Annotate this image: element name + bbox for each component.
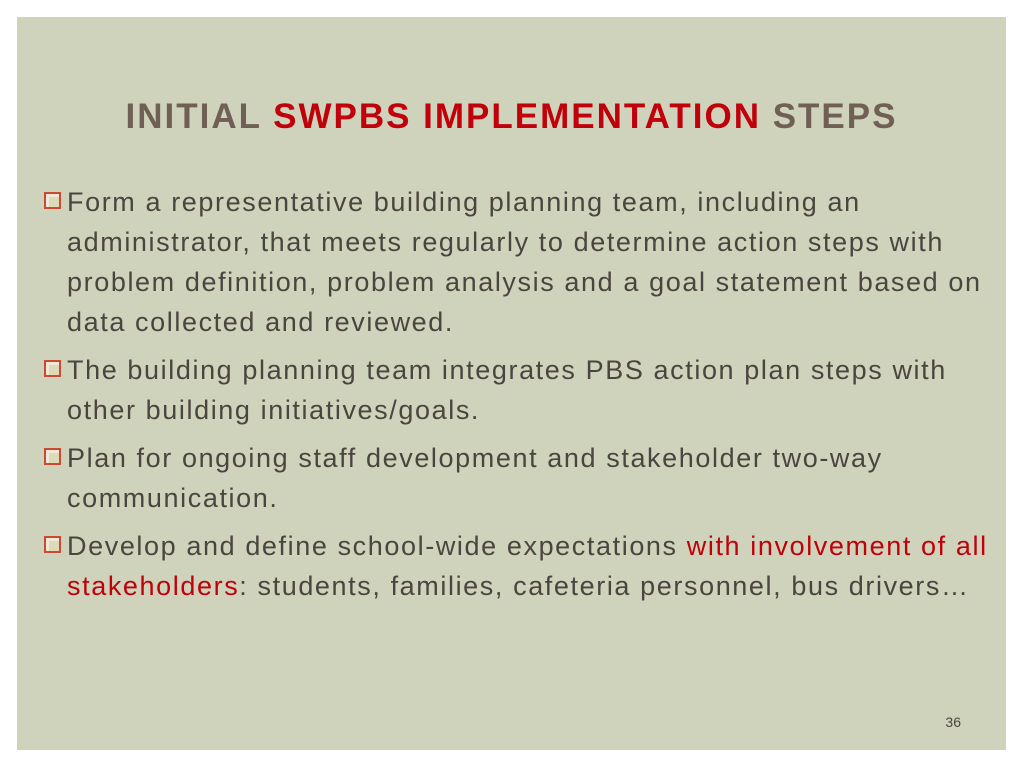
bullet-text: Form a representative building planning team, including an administrator, that meets regularly to determine action steps with problem definition, problem analysis and a goal statement based on data collected and reviewed. bbox=[67, 187, 982, 337]
page-number: 36 bbox=[945, 714, 961, 730]
bullet-text: The building planning team integrates PBS action plan steps with other building initiatives/goals. bbox=[67, 355, 947, 425]
slide-title bbox=[17, 95, 1006, 139]
bullet-item bbox=[44, 350, 994, 430]
checkbox-square-icon bbox=[44, 448, 61, 465]
title-prefix: INITIAL bbox=[125, 97, 274, 136]
title-highlight: SWPBS IMPLEMENTATION bbox=[273, 97, 761, 136]
bullet-emphasis: with involvement of all stakeholders bbox=[67, 531, 988, 601]
title-suffix: STEPS bbox=[760, 97, 898, 136]
bullet-item bbox=[44, 182, 994, 342]
bullet-item bbox=[44, 526, 994, 606]
checkbox-square-icon bbox=[44, 192, 61, 209]
checkbox-square-icon bbox=[44, 360, 61, 377]
bullet-list bbox=[44, 182, 994, 614]
slide bbox=[17, 17, 1006, 750]
checkbox-square-icon bbox=[44, 536, 61, 553]
bullet-text-before: Develop and define school-wide expectations bbox=[67, 531, 687, 561]
bullet-item bbox=[44, 438, 994, 518]
bullet-text: Plan for ongoing staff development and stakeholder two-way communication. bbox=[67, 443, 883, 513]
bullet-text-after: : students, families, cafeteria personnel, bus drivers… bbox=[239, 571, 970, 601]
